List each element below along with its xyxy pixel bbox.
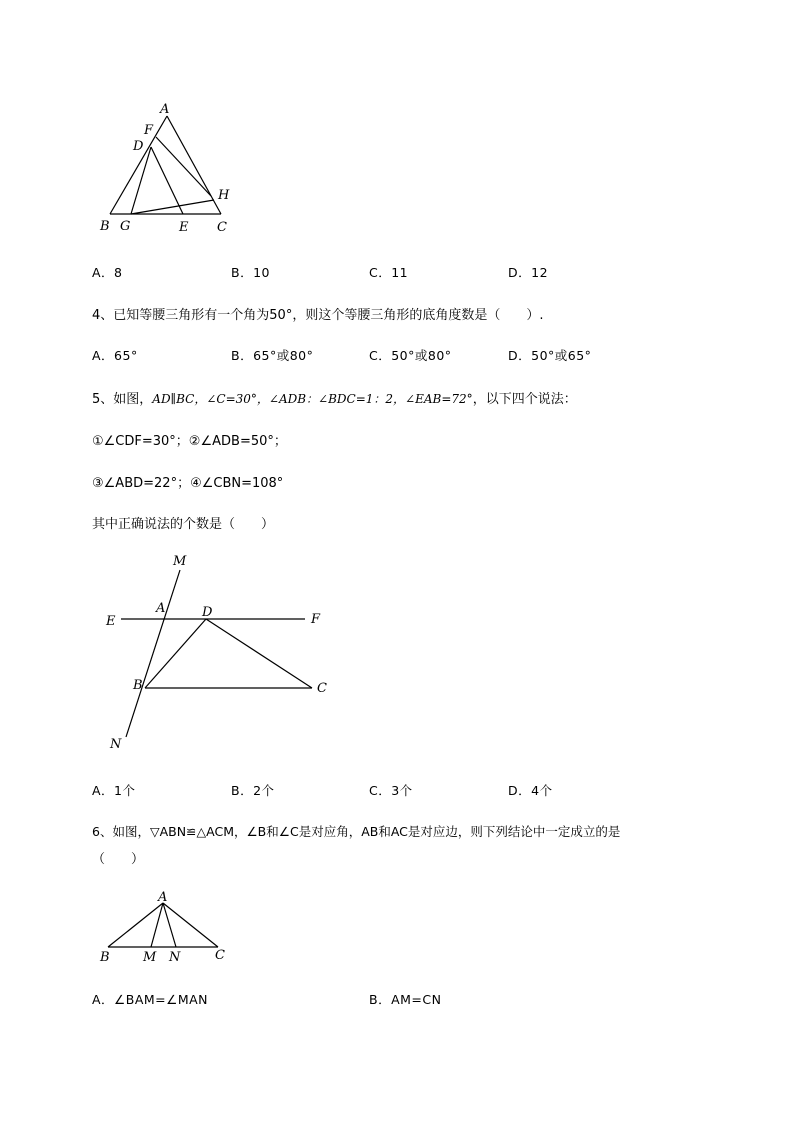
q6-option-b[interactable]: B．AM=CN [369, 992, 442, 1007]
q5-option-a[interactable]: A．1个 [92, 783, 136, 798]
q3-option-c[interactable]: C．11 [369, 265, 409, 280]
q6-stem-line1: 6、如图，▽ABN≌△ACM，∠B和∠C是对应角，AB和AC是对应边，则下列结论中一定成立的是 [92, 824, 621, 839]
q3-line-AB [110, 116, 167, 214]
q6-label-A: A [158, 890, 168, 905]
q5-label-N: N [110, 737, 122, 752]
q3-option-a[interactable]: A．8 [92, 265, 123, 280]
q3-label-F: F [144, 123, 154, 138]
q5-stem-math: AD∥BC，∠C=30°，∠ADB：∠BDC=1：2，∠EAB=72° [152, 392, 473, 406]
q3-line-DG [131, 147, 151, 214]
q3-option-d[interactable]: D．12 [508, 265, 549, 280]
q6-label-B: B [100, 950, 110, 965]
q5-statements-3-4: ③∠ABD=22°；④∠CBN=108° [92, 476, 284, 491]
q5-statements-1-2: ①∠CDF=30°；②∠ADB=50°； [92, 434, 287, 449]
q6-line-AN [163, 903, 176, 947]
q4-option-d[interactable]: D．50°或65° [508, 348, 592, 363]
q5-label-F: F [311, 612, 321, 627]
q5-label-B: B [133, 678, 143, 693]
q5-option-d[interactable]: D．4个 [508, 783, 553, 798]
q3-label-D: D [133, 139, 144, 154]
q3-option-b[interactable]: B．10 [231, 265, 270, 280]
q5-line-MN [126, 570, 180, 737]
q3-line-AC [167, 116, 221, 214]
q6-label-C: C [215, 948, 225, 963]
q6-label-M: M [143, 950, 157, 965]
q5-label-M: M [173, 554, 187, 569]
q3-label-G: G [120, 219, 131, 234]
q5-line-BD [145, 619, 206, 688]
q5-label-E: E [106, 614, 116, 629]
q3-label-A: A [160, 102, 170, 117]
q5-option-b[interactable]: B．2个 [231, 783, 275, 798]
q5-option-c[interactable]: C．3个 [369, 783, 413, 798]
q5-label-C: C [317, 681, 327, 696]
q4-option-b[interactable]: B．65°或80° [231, 348, 314, 363]
q3-label-B: B [100, 219, 110, 234]
q5-stem [92, 388, 577, 407]
q6-option-a[interactable]: A．∠BAM=∠MAN [92, 992, 209, 1007]
q5-stem-suffix: ，以下四个说法： [472, 392, 577, 407]
q3-line-FH [156, 137, 211, 196]
q4-option-a[interactable]: A．65° [92, 348, 138, 363]
q6-label-N: N [169, 950, 181, 965]
q6-line-AC [163, 903, 218, 947]
q3-label-E: E [179, 220, 189, 235]
q4-stem: 4、已知等腰三角形有一个角为50°，则这个等腰三角形的底角度数是（ ）. [92, 308, 544, 323]
q5-label-D: D [202, 605, 213, 620]
q6-line-AB [108, 903, 163, 947]
q5-question: 其中正确说法的个数是（ ） [92, 517, 275, 532]
q6-stem-line2: （ ） [92, 852, 145, 867]
q3-line-DE [151, 147, 183, 214]
q5-stem-prefix: 5、如图， [92, 392, 153, 407]
q3-label-H: H [218, 188, 230, 203]
q3-label-C: C [217, 220, 227, 235]
q4-option-c[interactable]: C．50°或80° [369, 348, 452, 363]
q6-line-AM [151, 903, 163, 947]
q5-label-A: A [156, 601, 166, 616]
q5-line-DC [206, 619, 312, 688]
q3-line-GH [131, 200, 214, 214]
